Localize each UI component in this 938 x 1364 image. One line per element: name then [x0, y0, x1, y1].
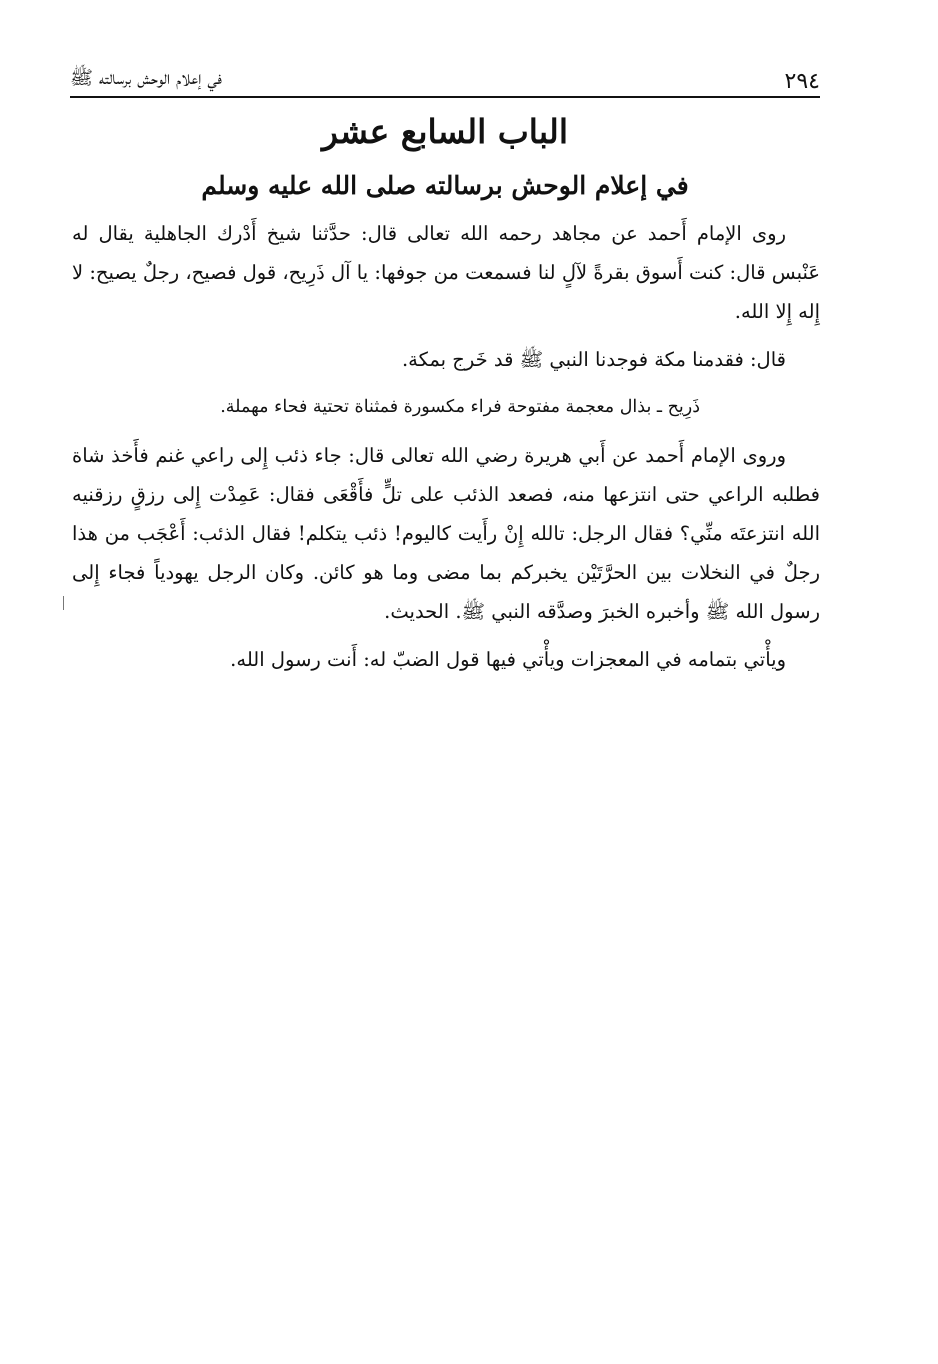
paragraph-wolf-hadith: وروى الإمام أَحمد عن أَبي هريرة رضي الله تعالى قال: جاء ذئب إِلى راعي غنم فأَخذ شاة فطلبه الراعي حتى انتزعها منه، فصعد الذئب على تلٍّ فأَقْعَى فقال: عَمِدْت إِلى رزقٍ رزقنيه الله انتزعتَه منِّي؟ فقال الرجل: تالله إِنْ رأَيت كاليوم! ذئب يتكلم! فقال الذئب: أَعْجَب من هذا رجلٌ في النخلات بين الحرَّتَيْن يخبركم بما مضى وما هو كائن. وكان الرجل يهودياً فجاء إِلى رسول الله ﷺ وأخبره الخبرَ وصدَّقه النبي ﷺ. الحديث.	[72, 444, 820, 623]
body-text	[72, 214, 820, 688]
header-rule	[70, 96, 820, 98]
chapter-subtitle: في إعلام الوحش برسالته صلى الله عليه وسلم	[201, 171, 689, 200]
page-number: ٢٩٤	[784, 69, 820, 94]
margin-mark	[63, 596, 64, 610]
paragraph-dharih-note: ذَرِيح ـ بذال معجمة مفتوحة فراء مكسورة فمثناة تحتية فحاء مهملة.	[220, 397, 700, 417]
running-title: في إعلام الوحش برسالته ﷺ	[70, 67, 222, 89]
running-header	[70, 58, 820, 94]
paragraph-closing: ويأْتي بتمامه في المعجزات ويأْتي فيها قول الضبّ له: أَنت رسول الله.	[230, 648, 786, 671]
paragraph-anbas-report: روى الإمام أَحمد عن مجاهد رحمه الله تعالى قال: حدَّثنا شيخ أَدْرك الجاهلية يقال له عَنْبس قال: كنت أَسوق بقرةً لآلٍ لنا فسمعت من جوفها: يا آل ذَرِيح، قول فصيح، رجلٌ يصيح: لا إِله إِلا الله.	[72, 222, 820, 323]
paragraph-arrival-mecca: قال: فقدمنا مكة فوجدنا النبي ﷺ قد خَرج بمكة.	[401, 348, 786, 371]
chapter-title: الباب السابع عشر	[321, 112, 569, 151]
